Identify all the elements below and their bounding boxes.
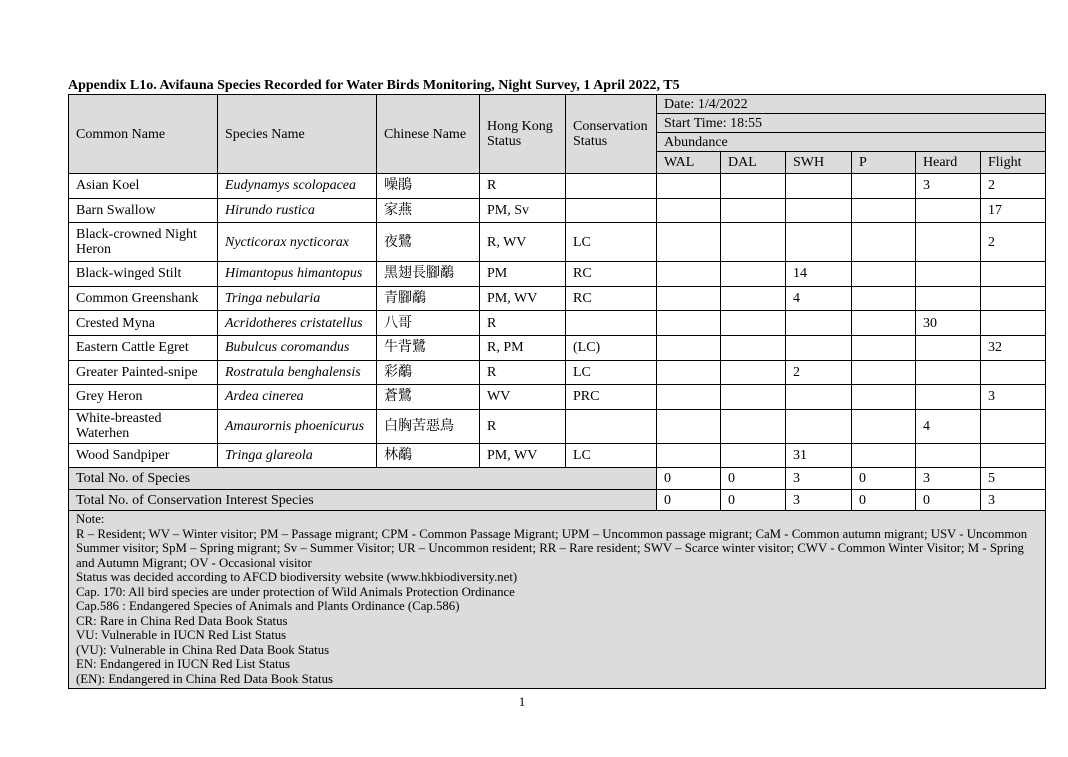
abundance-p-cell bbox=[852, 311, 916, 336]
conservation-status-cell bbox=[566, 409, 657, 443]
abundance-p-cell bbox=[852, 385, 916, 410]
abundance-flight-cell bbox=[981, 360, 1046, 385]
notes-line: (VU): Vulnerable in China Red Data Book Status bbox=[76, 642, 330, 657]
conservation-status-cell: RC bbox=[566, 286, 657, 311]
species-name-cell: Acridotheres cristatellus bbox=[218, 311, 377, 336]
chinese-name-cell: 蒼鷺 bbox=[377, 385, 480, 410]
notes-line: CR: Rare in China Red Data Book Status bbox=[76, 613, 288, 628]
abundance-p-cell bbox=[852, 286, 916, 311]
header-abundance-column: Flight bbox=[981, 152, 1046, 174]
totals-row bbox=[69, 490, 1046, 511]
abundance-dal-cell bbox=[721, 262, 786, 287]
abundance-heard-cell bbox=[916, 223, 981, 262]
abundance-wal-cell bbox=[657, 409, 721, 443]
table-row bbox=[69, 286, 1046, 311]
totals-heard-cell: 0 bbox=[916, 490, 981, 511]
conservation-status-cell: LC bbox=[566, 360, 657, 385]
abundance-wal-cell bbox=[657, 311, 721, 336]
totals-dal-cell: 0 bbox=[721, 468, 786, 490]
abundance-dal-cell bbox=[721, 360, 786, 385]
species-name-cell: Bubulcus coromandus bbox=[218, 335, 377, 360]
table-row bbox=[69, 223, 1046, 262]
abundance-wal-cell bbox=[657, 360, 721, 385]
common-name-cell: Black-crowned Night Heron bbox=[69, 223, 218, 262]
table-row bbox=[69, 198, 1046, 223]
page-number: 1 bbox=[518, 694, 526, 709]
conservation-status-cell bbox=[566, 311, 657, 336]
conservation-status-cell: RC bbox=[566, 262, 657, 287]
abundance-swh-cell bbox=[786, 174, 852, 199]
hk-status-cell: PM, Sv bbox=[480, 198, 566, 223]
abundance-p-cell bbox=[852, 409, 916, 443]
common-name-cell: Asian Koel bbox=[69, 174, 218, 199]
abundance-heard-cell: 30 bbox=[916, 311, 981, 336]
notes-line: EN: Endangered in IUCN Red List Status bbox=[76, 657, 290, 672]
abundance-flight-cell: 2 bbox=[981, 174, 1046, 199]
header-abundance-column: WAL bbox=[657, 152, 721, 174]
common-name-cell: Black-winged Stilt bbox=[69, 262, 218, 287]
abundance-wal-cell bbox=[657, 286, 721, 311]
common-name-cell: Barn Swallow bbox=[69, 198, 218, 223]
page-title: Appendix L1o. Avifauna Species Recorded for Water Birds Monitoring, Night Survey, 1 April 2022, T5 bbox=[68, 78, 680, 93]
header-start-time: Start Time: 18:55 bbox=[657, 114, 1046, 133]
notes-line: Summer visitor; SpM – Spring migrant; Sv – Summer Visitor; UR – Uncommon resident; RR – Rare resident; SWV – Scarce winter visitor; CWV - Common Winter Visitor; M - Spring bbox=[76, 541, 1024, 556]
abundance-heard-cell bbox=[916, 443, 981, 468]
header-abundance: Abundance bbox=[657, 133, 1046, 152]
common-name-cell: Grey Heron bbox=[69, 385, 218, 410]
species-name-cell: Hirundo rustica bbox=[218, 198, 377, 223]
abundance-swh-cell bbox=[786, 335, 852, 360]
table-row bbox=[69, 409, 1046, 443]
totals-flight-cell: 3 bbox=[981, 490, 1046, 511]
common-name-cell: White-breasted Waterhen bbox=[69, 409, 218, 443]
chinese-name-cell: 黑翅長腳鷸 bbox=[377, 262, 480, 287]
abundance-wal-cell bbox=[657, 335, 721, 360]
notes-line: Cap. 170: All bird species are under protection of Wild Animals Protection Ordinance bbox=[76, 584, 515, 599]
abundance-dal-cell bbox=[721, 198, 786, 223]
conservation-status-cell bbox=[566, 174, 657, 199]
common-name-cell: Eastern Cattle Egret bbox=[69, 335, 218, 360]
chinese-name-cell: 噪鵑 bbox=[377, 174, 480, 199]
abundance-swh-cell bbox=[786, 198, 852, 223]
abundance-flight-cell bbox=[981, 286, 1046, 311]
totals-swh-cell: 3 bbox=[786, 468, 852, 490]
abundance-wal-cell bbox=[657, 443, 721, 468]
table-row bbox=[69, 335, 1046, 360]
conservation-status-cell: LC bbox=[566, 443, 657, 468]
conservation-status-cell bbox=[566, 198, 657, 223]
hk-status-cell: R bbox=[480, 409, 566, 443]
abundance-dal-cell bbox=[721, 174, 786, 199]
abundance-swh-cell: 31 bbox=[786, 443, 852, 468]
abundance-dal-cell bbox=[721, 223, 786, 262]
table-header bbox=[69, 95, 1046, 174]
header-common-name: Common Name bbox=[69, 95, 218, 174]
table-row bbox=[69, 174, 1046, 199]
abundance-swh-cell bbox=[786, 409, 852, 443]
header-abundance-column: SWH bbox=[786, 152, 852, 174]
chinese-name-cell: 林鷸 bbox=[377, 443, 480, 468]
abundance-heard-cell bbox=[916, 262, 981, 287]
table-row bbox=[69, 443, 1046, 468]
table-row bbox=[69, 385, 1046, 410]
abundance-p-cell bbox=[852, 443, 916, 468]
notes-line: VU: Vulnerable in IUCN Red List Status bbox=[76, 628, 287, 643]
header-abundance-column: DAL bbox=[721, 152, 786, 174]
abundance-flight-cell bbox=[981, 443, 1046, 468]
hk-status-cell: R bbox=[480, 174, 566, 199]
notes-line: Cap.586 : Endangered Species of Animals and Plants Ordinance (Cap.586) bbox=[76, 599, 460, 614]
abundance-dal-cell bbox=[721, 286, 786, 311]
species-name-cell: Nycticorax nycticorax bbox=[218, 223, 377, 262]
abundance-p-cell bbox=[852, 262, 916, 287]
common-name-cell: Greater Painted-snipe bbox=[69, 360, 218, 385]
abundance-heard-cell bbox=[916, 335, 981, 360]
totals-dal-cell: 0 bbox=[721, 490, 786, 511]
chinese-name-cell: 家燕 bbox=[377, 198, 480, 223]
species-rows bbox=[69, 174, 1046, 468]
notes-section bbox=[69, 511, 1046, 689]
hk-status-cell: R bbox=[480, 360, 566, 385]
species-name-cell: Himantopus himantopus bbox=[218, 262, 377, 287]
table-row bbox=[69, 311, 1046, 336]
abundance-heard-cell bbox=[916, 385, 981, 410]
abundance-flight-cell: 32 bbox=[981, 335, 1046, 360]
abundance-swh-cell bbox=[786, 385, 852, 410]
totals-rows bbox=[69, 468, 1046, 511]
header-species-name: Species Name bbox=[218, 95, 377, 174]
abundance-dal-cell bbox=[721, 311, 786, 336]
species-name-cell: Tringa glareola bbox=[218, 443, 377, 468]
totals-swh-cell: 3 bbox=[786, 490, 852, 511]
notes-line: and Autumn Migrant; OV - Occasional visitor bbox=[76, 555, 312, 570]
species-name-cell: Tringa nebularia bbox=[218, 286, 377, 311]
header-conservation-status: Conservation Status bbox=[566, 95, 657, 174]
hk-status-cell: R bbox=[480, 311, 566, 336]
totals-flight-cell: 5 bbox=[981, 468, 1046, 490]
species-table bbox=[68, 94, 1046, 689]
totals-label: Total No. of Conservation Interest Species bbox=[69, 490, 657, 511]
abundance-p-cell bbox=[852, 335, 916, 360]
abundance-dal-cell bbox=[721, 335, 786, 360]
abundance-dal-cell bbox=[721, 409, 786, 443]
abundance-heard-cell bbox=[916, 360, 981, 385]
common-name-cell: Wood Sandpiper bbox=[69, 443, 218, 468]
abundance-wal-cell bbox=[657, 262, 721, 287]
abundance-swh-cell bbox=[786, 311, 852, 336]
chinese-name-cell: 白胸苦惡鳥 bbox=[377, 409, 480, 443]
common-name-cell: Crested Myna bbox=[69, 311, 218, 336]
abundance-swh-cell: 14 bbox=[786, 262, 852, 287]
abundance-heard-cell: 4 bbox=[916, 409, 981, 443]
abundance-flight-cell: 2 bbox=[981, 223, 1046, 262]
abundance-wal-cell bbox=[657, 385, 721, 410]
abundance-heard-cell bbox=[916, 286, 981, 311]
notes-heading: Note: bbox=[76, 512, 105, 527]
abundance-swh-cell: 4 bbox=[786, 286, 852, 311]
abundance-swh-cell bbox=[786, 223, 852, 262]
totals-label: Total No. of Species bbox=[69, 468, 657, 490]
chinese-name-cell: 夜鷺 bbox=[377, 223, 480, 262]
abundance-flight-cell bbox=[981, 409, 1046, 443]
abundance-p-cell bbox=[852, 360, 916, 385]
table-row bbox=[69, 262, 1046, 287]
notes-line: Status was decided according to AFCD biodiversity website (www.hkbiodiversity.net) bbox=[76, 570, 518, 585]
header-chinese-name: Chinese Name bbox=[377, 95, 480, 174]
totals-row bbox=[69, 468, 1046, 490]
notes-line: R – Resident; WV – Winter visitor; PM – Passage migrant; CPM - Common Passage Migrant; UPM – Uncommon passage migrant; CaM - Common autumn migrant; USV - Uncommon bbox=[76, 526, 1028, 541]
abundance-flight-cell bbox=[981, 262, 1046, 287]
header-hk-status: Hong Kong Status bbox=[480, 95, 566, 174]
abundance-p-cell bbox=[852, 174, 916, 199]
header-date: Date: 1/4/2022 bbox=[657, 95, 1046, 114]
hk-status-cell: PM, WV bbox=[480, 286, 566, 311]
abundance-dal-cell bbox=[721, 443, 786, 468]
table-row bbox=[69, 360, 1046, 385]
totals-p-cell: 0 bbox=[852, 468, 916, 490]
notes-line: (EN): Endangered in China Red Data Book Status bbox=[76, 671, 333, 686]
abundance-heard-cell bbox=[916, 198, 981, 223]
hk-status-cell: PM bbox=[480, 262, 566, 287]
totals-wal-cell: 0 bbox=[657, 490, 721, 511]
conservation-status-cell: (LC) bbox=[566, 335, 657, 360]
hk-status-cell: R, PM bbox=[480, 335, 566, 360]
chinese-name-cell: 牛背鷺 bbox=[377, 335, 480, 360]
chinese-name-cell: 彩鷸 bbox=[377, 360, 480, 385]
totals-heard-cell: 3 bbox=[916, 468, 981, 490]
species-name-cell: Amaurornis phoenicurus bbox=[218, 409, 377, 443]
totals-wal-cell: 0 bbox=[657, 468, 721, 490]
hk-status-cell: WV bbox=[480, 385, 566, 410]
abundance-flight-cell: 3 bbox=[981, 385, 1046, 410]
abundance-p-cell bbox=[852, 223, 916, 262]
totals-p-cell: 0 bbox=[852, 490, 916, 511]
abundance-heard-cell: 3 bbox=[916, 174, 981, 199]
species-name-cell: Eudynamys scolopacea bbox=[218, 174, 377, 199]
chinese-name-cell: 青腳鷸 bbox=[377, 286, 480, 311]
abundance-wal-cell bbox=[657, 174, 721, 199]
abundance-p-cell bbox=[852, 198, 916, 223]
notes-cell bbox=[69, 511, 1046, 689]
header-abundance-column: P bbox=[852, 152, 916, 174]
abundance-flight-cell bbox=[981, 311, 1046, 336]
abundance-flight-cell: 17 bbox=[981, 198, 1046, 223]
common-name-cell: Common Greenshank bbox=[69, 286, 218, 311]
chinese-name-cell: 八哥 bbox=[377, 311, 480, 336]
species-name-cell: Rostratula benghalensis bbox=[218, 360, 377, 385]
species-name-cell: Ardea cinerea bbox=[218, 385, 377, 410]
conservation-status-cell: LC bbox=[566, 223, 657, 262]
abundance-swh-cell: 2 bbox=[786, 360, 852, 385]
abundance-wal-cell bbox=[657, 223, 721, 262]
header-abundance-column: Heard bbox=[916, 152, 981, 174]
abundance-dal-cell bbox=[721, 385, 786, 410]
hk-status-cell: PM, WV bbox=[480, 443, 566, 468]
conservation-status-cell: PRC bbox=[566, 385, 657, 410]
abundance-wal-cell bbox=[657, 198, 721, 223]
hk-status-cell: R, WV bbox=[480, 223, 566, 262]
